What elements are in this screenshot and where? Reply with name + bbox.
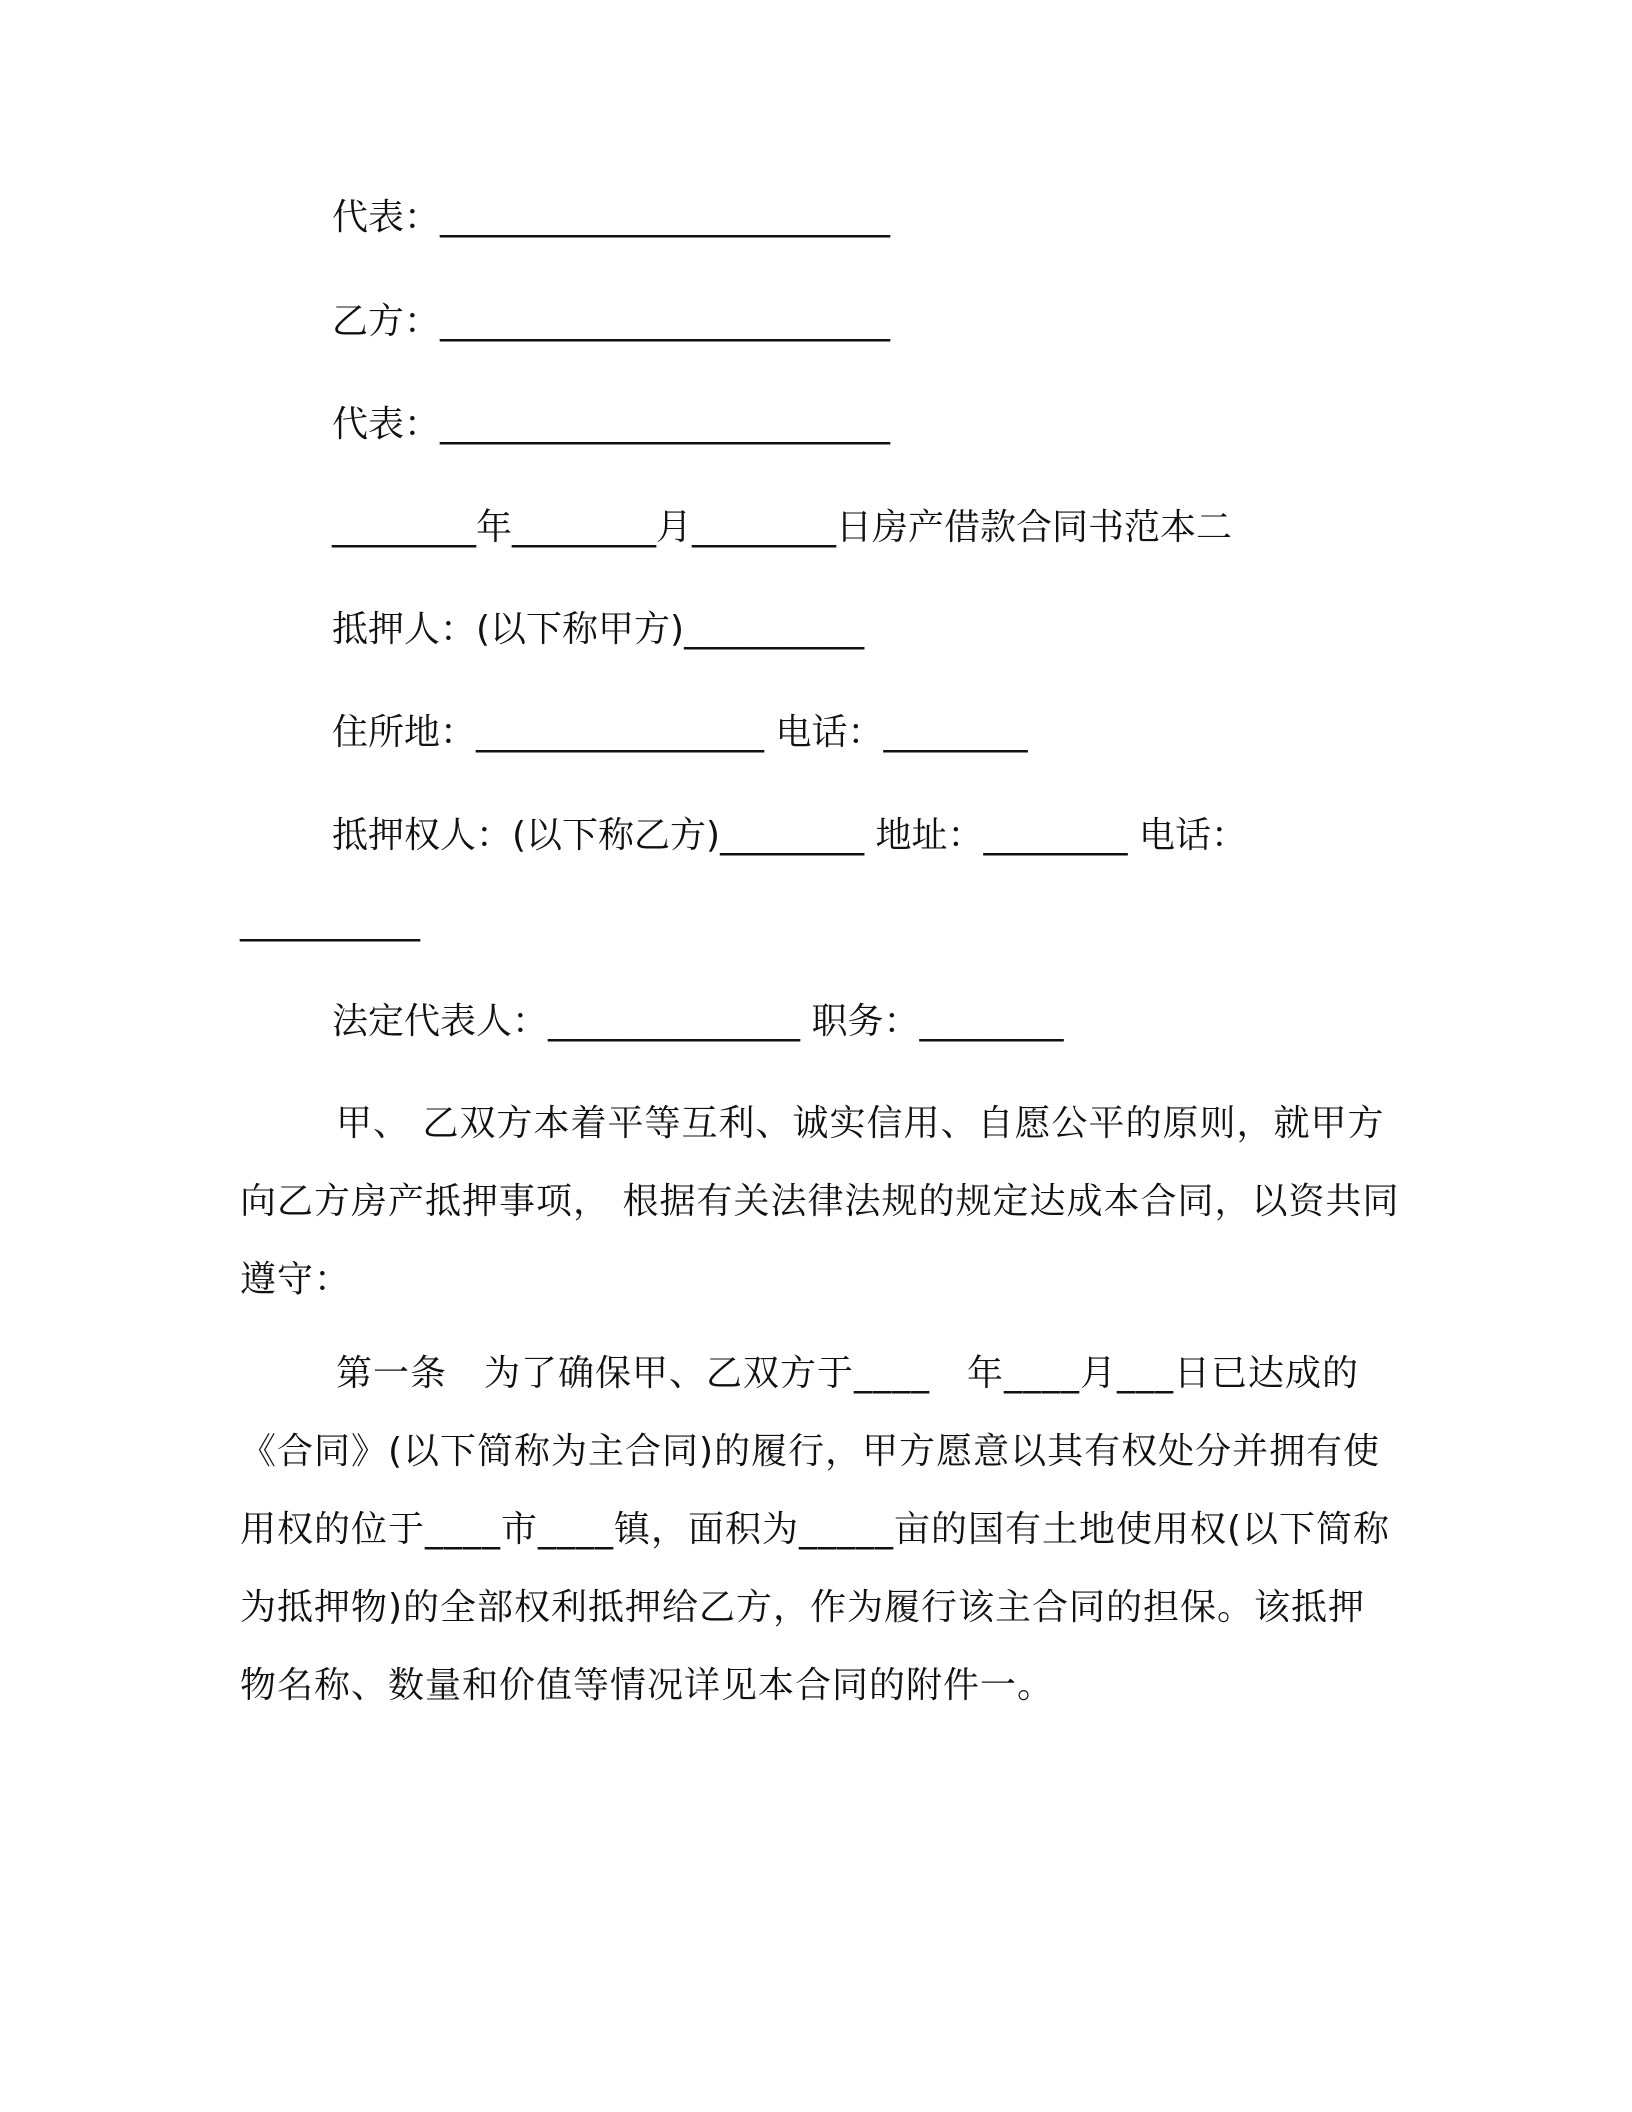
date-title-line: ________年________月________日房产借款合同书范本二	[332, 507, 1233, 548]
representative-line-2: 代表：_________________________	[332, 404, 891, 445]
residence-phone-line: 住所地：________________ 电话：________	[332, 712, 1028, 753]
mortgagee-phone-continuation: __________	[240, 901, 420, 942]
representative-line-1: 代表：_________________________	[332, 197, 891, 238]
article-one-text: 第一条 为了确保甲、乙双方于____ 年____月___日已达成的《合同》(以下简称为主合同)的履行，甲方愿意以其有权处分并拥有使用权的位于____市____镇，面积为_____亩的国有土地使用权(以下简称为抵押物)的全部权利抵押给乙方，作为履行该主合同的担保。该抵押物名称、数量和价值等情况详见本合同的附件一。	[240, 1353, 1391, 1706]
preamble-text: 甲、 乙双方本着平等互利、诚实信用、自愿公平的原则，就甲方向乙方房产抵押事项， 根据有关法律法规的规定达成本合同，以资共同遵守：	[240, 1103, 1400, 1300]
party-b-line: 乙方：_________________________	[332, 301, 891, 342]
preamble-paragraph	[240, 1085, 1400, 1319]
mortgagee-line: 抵押权人：(以下称乙方)________ 地址：________ 电话：	[332, 815, 1247, 856]
mortgagor-line: 抵押人：(以下称甲方)__________	[332, 609, 865, 650]
article-one-paragraph	[240, 1335, 1400, 1725]
legal-representative-line: 法定代表人：______________ 职务：________	[332, 1001, 1064, 1042]
